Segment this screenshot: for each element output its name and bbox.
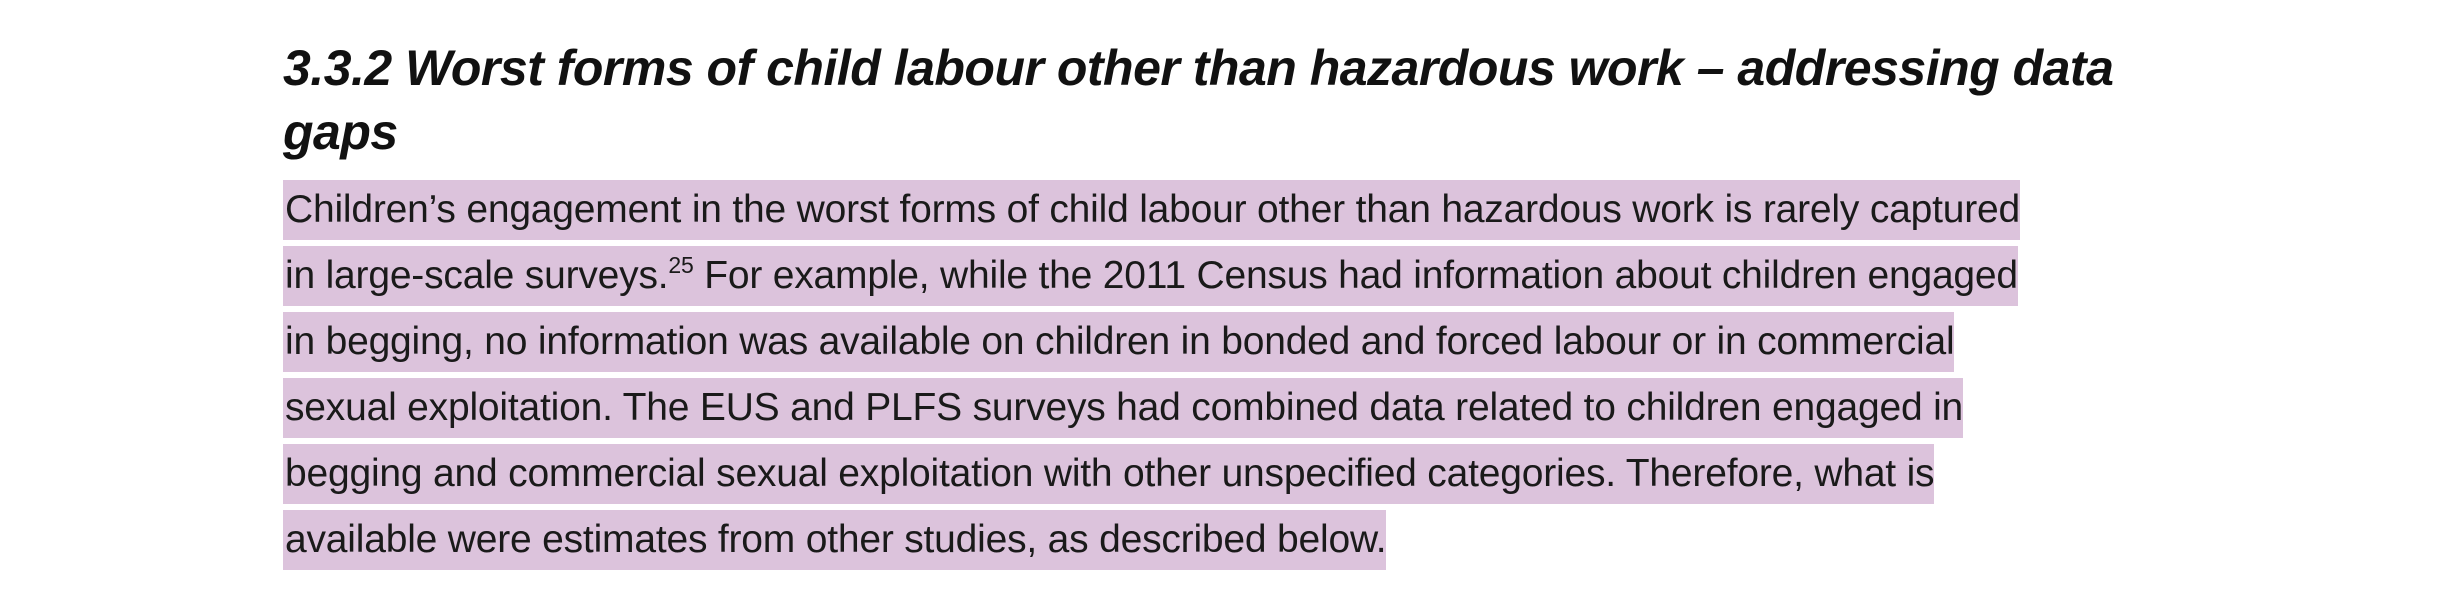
paragraph-line-5: begging and commercial sexual exploitation with other unspecified categories. Therefore, what is (283, 444, 1934, 504)
paragraph-line-2 (283, 246, 2018, 306)
paragraph-line-3: in begging, no information was available on children in bonded and forced labour or in commercial (283, 312, 1954, 372)
paragraph-line-2-start: in large-scale surveys. (285, 254, 669, 297)
section-3-3-2 (283, 36, 2283, 574)
highlighted-paragraph[interactable] (283, 178, 2283, 574)
paragraph-line-2-end: For example, while the 2011 Census had information about children engaged (693, 254, 2018, 297)
paragraph-line-6: available were estimates from other studies, as described below. (283, 510, 1386, 570)
footnote-reference[interactable]: 25 (668, 252, 694, 278)
paragraph-line-4: sexual exploitation. The EUS and PLFS surveys had combined data related to children engaged in (283, 378, 1963, 438)
paragraph-line-1: Children’s engagement in the worst forms of child labour other than hazardous work is rarely captured (283, 180, 2020, 240)
section-heading: 3.3.2 Worst forms of child labour other than hazardous work – addressing data gaps (283, 40, 2114, 160)
